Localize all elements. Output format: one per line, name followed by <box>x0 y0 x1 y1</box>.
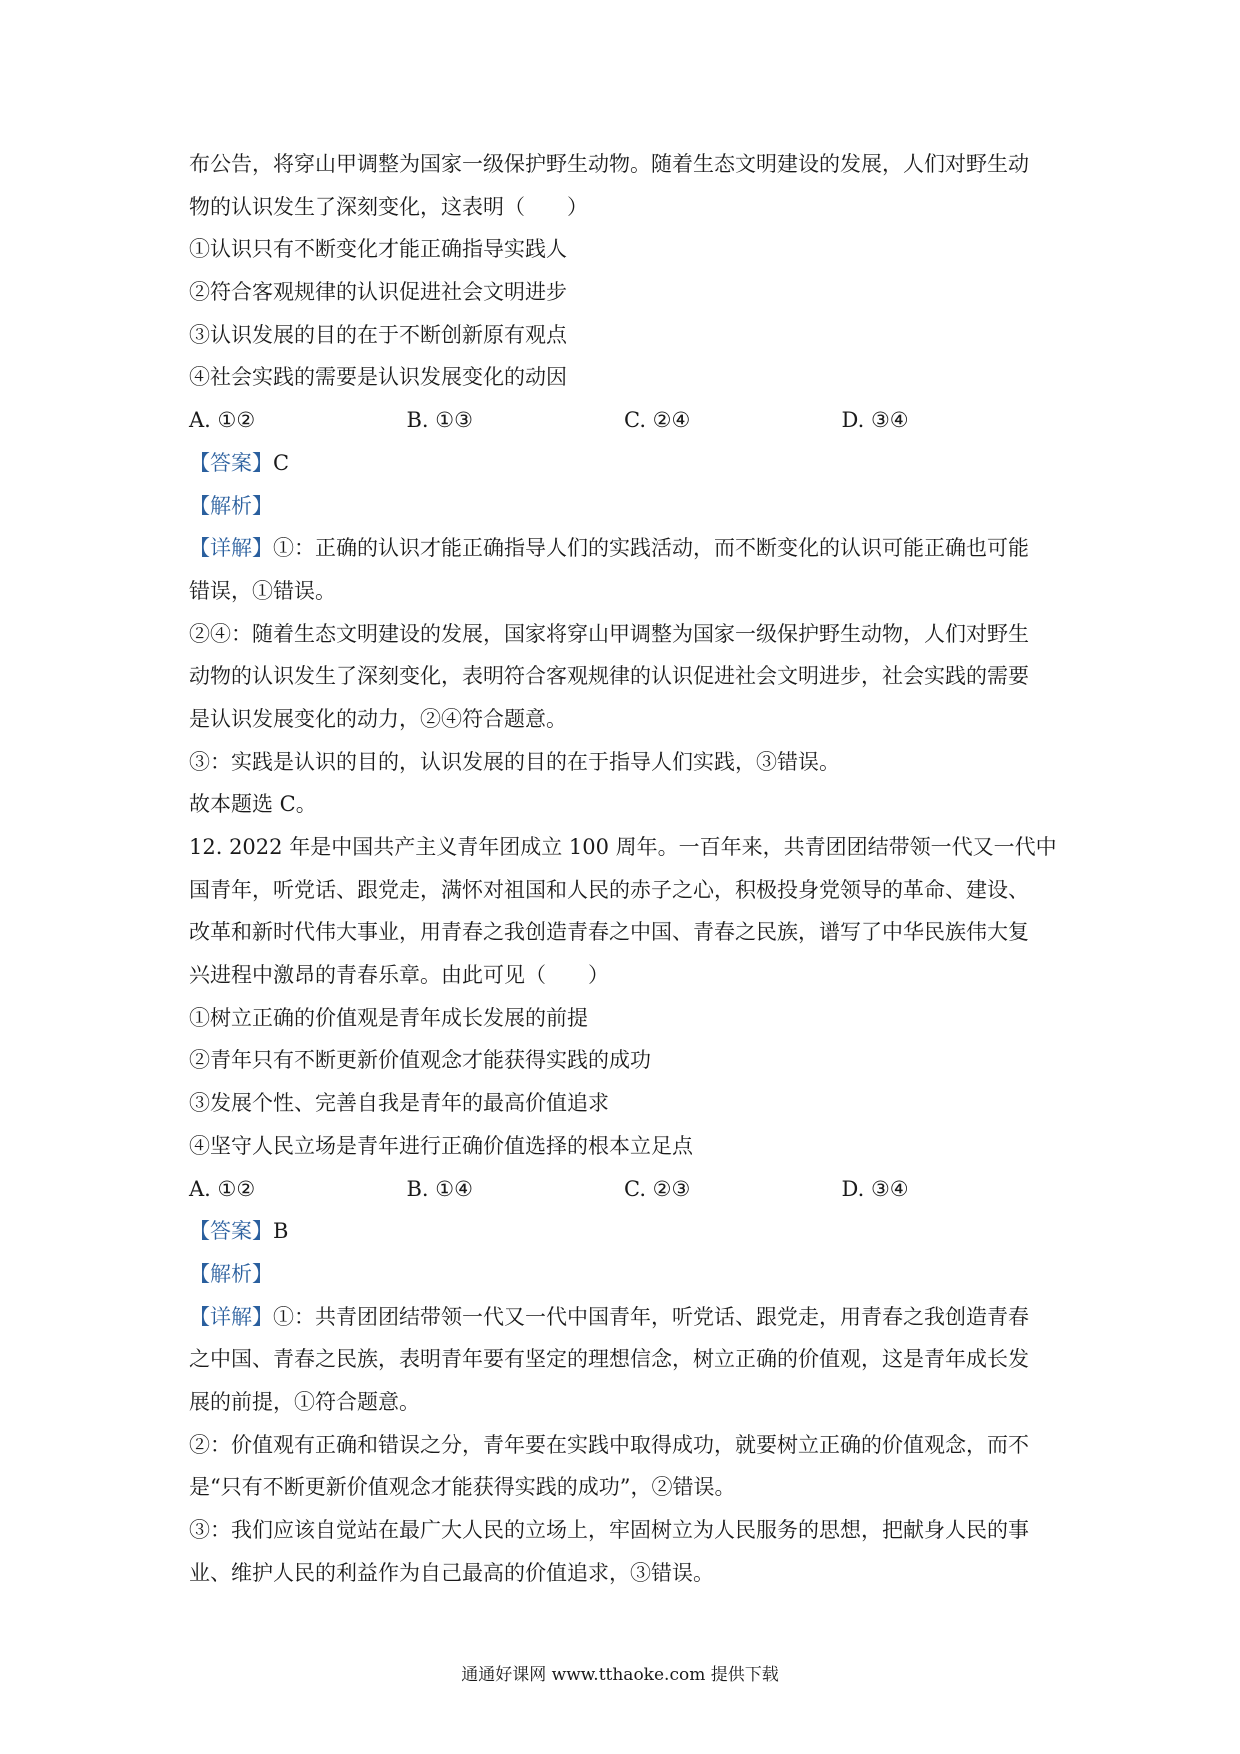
q11-detail-line: ③：实践是认识的目的，认识发展的目的在于指导人们实践，③错误。 <box>189 749 840 774</box>
option-c: C. ②③ <box>624 1176 691 1201</box>
statement-1: ①认识只有不断变化才能正确指导实践人 <box>189 237 567 262</box>
detail-text: ①：正确的认识才能正确指导人们的实践活动，而不断变化的认识可能正确也可能 <box>273 536 1029 561</box>
answer-value: B <box>273 1219 289 1244</box>
statement-4: ④坚守人民立场是青年进行正确价值选择的根本立足点 <box>189 1133 693 1158</box>
q11-detail-line: 错误，①错误。 <box>189 578 336 603</box>
q12-analysis <box>189 1253 1059 1296</box>
page-footer: 通通好课网 www.tthaoke.com 提供下载 <box>461 1665 779 1685</box>
detail-tag: 【详解】 <box>189 536 273 561</box>
q12-stem-line: 改革和新时代伟大事业，用青春之我创造青春之中国、青春之民族，谱写了中华民族伟大复 <box>189 920 1029 945</box>
q11-analysis <box>189 485 1059 528</box>
answer-tag: 【答案】 <box>189 1219 273 1244</box>
q12-detail-line: 是“只有不断更新价值观念才能获得实践的成功”，②错误。 <box>189 1475 736 1500</box>
q12-stem-line: 兴进程中激昂的青春乐章。由此可见（ ） <box>189 963 609 988</box>
q11-detail-line <box>189 527 1059 570</box>
q12-detail-line: 业、维护人民的利益作为自己最高的价值追求，③错误。 <box>189 1560 714 1585</box>
q12-answer <box>189 1210 1059 1253</box>
option-d: D. ③④ <box>841 1176 909 1201</box>
analysis-tag: 【解析】 <box>189 1261 273 1286</box>
analysis-tag: 【解析】 <box>189 493 273 518</box>
answer-value: C <box>273 450 290 475</box>
q11-detail-line: 是认识发展变化的动力，②④符合题意。 <box>189 706 567 731</box>
q11-detail-line: ②④：随着生态文明建设的发展，国家将穿山甲调整为国家一级保护野生动物，人们对野生 <box>189 621 1029 646</box>
q12-detail-line <box>189 1296 1059 1339</box>
detail-tag: 【详解】 <box>189 1304 273 1329</box>
statement-4: ④社会实践的需要是认识发展变化的动因 <box>189 365 567 390</box>
q11-conclusion: 故本题选 C。 <box>189 792 317 817</box>
option-a: A. ①② <box>189 1176 256 1201</box>
document-body <box>189 143 1059 1594</box>
option-b: B. ①③ <box>406 408 473 433</box>
q12-detail-line: 之中国、青春之民族，表明青年要有坚定的理想信念，树立正确的价值观，这是青年成长发 <box>189 1347 1029 1372</box>
q11-options <box>189 399 1059 442</box>
statement-3: ③发展个性、完善自我是青年的最高价值追求 <box>189 1091 609 1116</box>
statement-2: ②符合客观规律的认识促进社会文明进步 <box>189 280 567 305</box>
text-line: 布公告，将穿山甲调整为国家一级保护野生动物。随着生态文明建设的发展，人们对野生动 <box>189 152 1029 176</box>
statement-3: ③认识发展的目的在于不断创新原有观点 <box>189 322 567 347</box>
answer-tag: 【答案】 <box>189 450 273 475</box>
statement-2: ②青年只有不断更新价值观念才能获得实践的成功 <box>189 1048 651 1073</box>
option-b: B. ①④ <box>406 1176 473 1201</box>
q12-stem-line: 12. 2022 年是中国共产主义青年团成立 100 周年。一百年来，共青团团结带领一代又一代中 <box>189 835 1057 859</box>
option-a: A. ①② <box>189 408 256 433</box>
q12-stem-line: 国青年，听党话、跟党走，满怀对祖国和人民的赤子之心，积极投身党领导的革命、建设、 <box>189 877 1029 902</box>
text-line: 物的认识发生了深刻变化，这表明（ ） <box>189 194 588 219</box>
q12-detail-line: 展的前提，①符合题意。 <box>189 1389 420 1414</box>
q12-detail-line: ③：我们应该自觉站在最广大人民的立场上，牢固树立为人民服务的思想，把献身人民的事 <box>189 1518 1029 1542</box>
q11-detail-line: 动物的认识发生了深刻变化，表明符合客观规律的认识促进社会文明进步，社会实践的需要 <box>189 664 1029 689</box>
detail-text: ①：共青团团结带领一代又一代中国青年，听党话、跟党走，用青春之我创造青春 <box>273 1304 1029 1329</box>
q11-answer <box>189 442 1059 485</box>
option-c: C. ②④ <box>624 408 691 433</box>
q12-options <box>189 1168 1059 1211</box>
option-d: D. ③④ <box>841 408 909 433</box>
q12-detail-line: ②：价值观有正确和错误之分，青年要在实践中取得成功，就要树立正确的价值观念，而不 <box>189 1432 1029 1457</box>
statement-1: ①树立正确的价值观是青年成长发展的前提 <box>189 1005 588 1030</box>
